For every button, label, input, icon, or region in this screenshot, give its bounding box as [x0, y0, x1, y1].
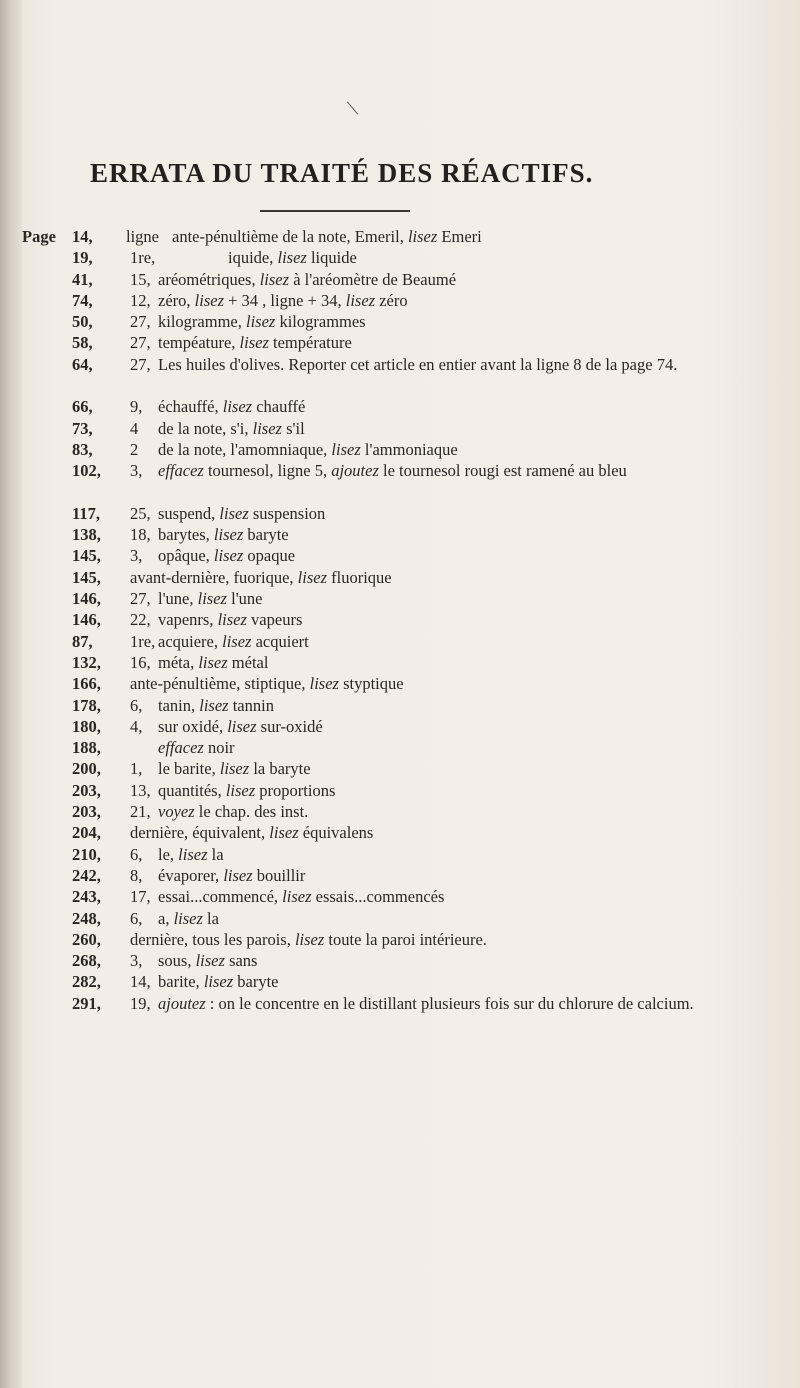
line-reference: 27,: [130, 333, 151, 353]
errata-entry: [0, 439, 800, 460]
page-number: 102,: [72, 461, 101, 481]
page-number: 87,: [72, 631, 93, 651]
errata-entry: [0, 247, 800, 268]
page-number: 146,: [72, 610, 101, 630]
errata-entry: [0, 886, 800, 907]
correction-text: barytes, lisez baryte: [158, 525, 289, 545]
errata-entry: [0, 929, 800, 950]
editorial-keyword: lisez: [213, 525, 244, 545]
editorial-keyword: lisez: [197, 589, 227, 609]
editorial-keyword: ajoutez: [331, 461, 379, 481]
errata-entry: [0, 780, 800, 801]
errata-entry: [0, 673, 800, 694]
correction-text: kilogramme, lisez kilogrammes: [158, 312, 366, 332]
editorial-keyword: lisez: [259, 269, 290, 289]
page-number: 145,: [72, 567, 101, 587]
line-reference: 4: [130, 418, 139, 438]
correction-text: dernière, tous les parois, lisez toute la paroi intérieure.: [130, 929, 487, 949]
editorial-keyword: lisez: [345, 290, 376, 310]
editorial-keyword: effacez: [158, 738, 204, 758]
page-number: 66,: [72, 397, 93, 417]
line-reference: 14,: [130, 972, 151, 992]
correction-text: ante-pénultième, stiptique, lisez styptique: [130, 674, 404, 694]
line-reference: 22,: [130, 610, 151, 630]
page-number: 145,: [72, 546, 101, 566]
errata-entry: [0, 993, 800, 1036]
page-number: 132,: [72, 652, 101, 672]
page-number: 50,: [72, 312, 93, 332]
errata-list: [0, 226, 800, 1035]
editorial-keyword: lisez: [219, 759, 250, 779]
editorial-keyword: lisez: [223, 865, 253, 885]
editorial-keyword: lisez: [222, 631, 252, 651]
correction-text: sous, lisez sans: [158, 951, 258, 971]
errata-entry: [0, 822, 800, 843]
errata-entry: [0, 950, 800, 971]
errata-entry: [0, 418, 800, 439]
errata-entry: [0, 631, 800, 652]
correction-text: vapenrs, lisez vapeurs: [158, 610, 303, 630]
page-label: Page: [22, 227, 56, 246]
errata-entry: [0, 460, 800, 503]
errata-entry: [0, 524, 800, 545]
line-reference: 18,: [130, 525, 151, 545]
line-reference: 8,: [130, 865, 143, 885]
editorial-keyword: voyez: [158, 802, 195, 822]
correction-text: effacez noir: [158, 738, 235, 758]
page-number: 204,: [72, 823, 101, 843]
page-number: 260,: [72, 929, 101, 949]
errata-entry: [0, 695, 800, 716]
correction-text: quantités, lisez proportions: [158, 780, 336, 800]
errata-entry: [0, 226, 800, 247]
correction-text: ajoutez : on le concentre en le distillant plusieurs fois sur du chlorure de calcium.: [158, 993, 694, 1013]
pencil-mark: [347, 102, 358, 115]
page-number: 73,: [72, 418, 93, 438]
line-reference: 25,: [130, 503, 151, 523]
editorial-keyword: lisez: [219, 503, 249, 523]
errata-entry: [0, 290, 800, 311]
correction-text: évaporer, lisez bouillir: [158, 865, 306, 885]
line-reference: 19,: [130, 993, 151, 1013]
correction-text: de la note, l'amomniaque, lisez l'ammoniaque: [158, 439, 458, 459]
page-number: 14,: [72, 227, 93, 246]
editorial-keyword: lisez: [252, 418, 282, 438]
correction-text: opâque, lisez opaque: [158, 546, 296, 566]
line-reference: 3,: [130, 546, 143, 566]
correction-text: a, lisez la: [158, 908, 219, 928]
errata-entry: [0, 396, 800, 417]
errata-entry: [0, 652, 800, 673]
page-number: 117,: [72, 503, 100, 523]
page-number: 58,: [72, 333, 93, 353]
editorial-keyword: lisez: [297, 567, 328, 587]
errata-entry: [0, 311, 800, 332]
line-reference: 6,: [130, 908, 143, 928]
editorial-keyword: lisez: [199, 695, 229, 715]
page-number: 180,: [72, 716, 101, 736]
page-number: 243,: [72, 887, 101, 907]
correction-text: avant-dernière, fuorique, lisez fluorique: [130, 567, 392, 587]
correction-text: effacez tournesol, ligne 5, ajoutez le tournesol rougi est ramené au bleu: [158, 461, 627, 481]
line-reference: 4,: [130, 716, 143, 736]
errata-entry: [0, 716, 800, 737]
editorial-keyword: lisez: [222, 397, 253, 417]
errata-entry: [0, 801, 800, 822]
page-number: 200,: [72, 759, 101, 779]
page-number: 188,: [72, 738, 101, 758]
errata-entry: [0, 971, 800, 992]
editorial-keyword: lisez: [198, 652, 228, 672]
page-number: 64,: [72, 354, 93, 374]
line-reference: 27,: [130, 354, 151, 374]
correction-text: tempéature, lisez température: [158, 333, 352, 353]
line-reference: 1,: [130, 759, 143, 779]
editorial-keyword: lisez: [225, 780, 256, 800]
line-reference: 6,: [130, 695, 143, 715]
editorial-keyword: lisez: [309, 674, 339, 694]
errata-entry: [0, 354, 800, 397]
page-number: 203,: [72, 802, 101, 822]
title-rule: [260, 210, 410, 212]
correction-text: le barite, lisez la baryte: [158, 759, 311, 779]
page-number: 83,: [72, 439, 93, 459]
errata-entry: [0, 545, 800, 566]
page-number: 146,: [72, 589, 101, 609]
line-reference: 9,: [130, 397, 143, 417]
correction-text: acquiere, lisez acquiert: [158, 631, 309, 651]
errata-entry: [0, 609, 800, 630]
page-number: 268,: [72, 951, 101, 971]
line-reference: 1re,: [130, 248, 156, 268]
page-number: 248,: [72, 908, 101, 928]
page-number: 166,: [72, 674, 101, 694]
editorial-keyword: lisez: [203, 972, 234, 992]
editorial-keyword: lisez: [195, 951, 225, 971]
errata-entry: [0, 503, 800, 524]
line-reference: 3,: [130, 461, 143, 481]
errata-entry: [0, 865, 800, 886]
editorial-keyword: lisez: [245, 312, 276, 332]
correction-text: ante-pénultième de la note, Emeril, lisez Emeri: [172, 227, 482, 246]
editorial-keyword: lisez: [173, 908, 203, 928]
errata-entry: [0, 844, 800, 865]
page-number: 74,: [72, 290, 93, 310]
page-number: 210,: [72, 844, 101, 864]
errata-entry: [0, 567, 800, 588]
line-reference: 16,: [130, 652, 151, 672]
line-reference: 21,: [130, 802, 151, 822]
editorial-keyword: lisez: [294, 929, 325, 949]
editorial-keyword: lisez: [269, 823, 299, 843]
correction-text: sur oxidé, lisez sur-oxidé: [158, 716, 323, 736]
errata-entry: [0, 758, 800, 779]
page-number: 242,: [72, 865, 101, 885]
editorial-keyword: lisez: [407, 227, 438, 246]
correction-text: aréométriques, lisez à l'aréomètre de Beaumé: [158, 269, 457, 289]
line-reference: 6,: [130, 844, 143, 864]
line-reference: 15,: [130, 269, 151, 289]
correction-text: suspend, lisez suspension: [158, 503, 326, 523]
line-reference: 3,: [130, 951, 143, 971]
page-number: 41,: [72, 269, 93, 289]
page-number: 282,: [72, 972, 101, 992]
line-reference: 1re,: [130, 631, 156, 651]
correction-text: méta, lisez métal: [158, 652, 269, 672]
line-reference: ligne: [126, 227, 159, 246]
correction-text: Les huiles d'olives. Reporter cet article en entier avant la ligne 8 de la page 74.: [158, 354, 678, 374]
editorial-keyword: lisez: [217, 610, 247, 630]
editorial-keyword: lisez: [194, 290, 224, 310]
correction-text: zéro, lisez + 34 , ligne + 34, lisez zéro: [158, 290, 408, 310]
line-reference: 13,: [130, 780, 151, 800]
page-number: 178,: [72, 695, 101, 715]
editorial-keyword: lisez: [213, 546, 244, 566]
correction-text: voyez le chap. des inst.: [158, 802, 309, 822]
line-reference: 27,: [130, 589, 151, 609]
editorial-keyword: lisez: [331, 439, 361, 459]
errata-entry: [0, 332, 800, 353]
errata-entry: [0, 269, 800, 290]
page-number: 19,: [72, 248, 93, 268]
correction-text: de la note, s'i, lisez s'il: [158, 418, 305, 438]
errata-entry: [0, 588, 800, 609]
page-number: 138,: [72, 525, 101, 545]
editorial-keyword: lisez: [239, 333, 269, 353]
correction-text: dernière, équivalent, lisez équivalens: [130, 823, 374, 843]
line-reference: 2: [130, 439, 139, 459]
page-title: ERRATA DU TRAITÉ DES RÉACTIFS.: [90, 158, 594, 188]
correction-text: échauffé, lisez chauffé: [158, 397, 306, 417]
line-reference: 27,: [130, 312, 151, 332]
editorial-keyword: lisez: [227, 716, 257, 736]
errata-entry: [0, 908, 800, 929]
line-reference: 12,: [130, 290, 151, 310]
page-number: 291,: [72, 993, 101, 1013]
correction-text: l'une, lisez l'une: [158, 589, 263, 609]
errata-entry: [0, 737, 800, 758]
correction-text: barite, lisez baryte: [158, 972, 279, 992]
editorial-keyword: ajoutez: [158, 993, 206, 1013]
editorial-keyword: lisez: [282, 887, 312, 907]
line-reference: 17,: [130, 887, 151, 907]
correction-text: iquide, lisez liquide: [228, 248, 357, 268]
correction-text: le, lisez la: [158, 844, 224, 864]
editorial-keyword: lisez: [277, 248, 307, 268]
page-number: 203,: [72, 780, 101, 800]
editorial-keyword: effacez: [158, 461, 204, 481]
correction-text: essai...commencé, lisez essais...commencés: [158, 887, 445, 907]
correction-text: tanin, lisez tannin: [158, 695, 274, 715]
editorial-keyword: lisez: [178, 844, 208, 864]
